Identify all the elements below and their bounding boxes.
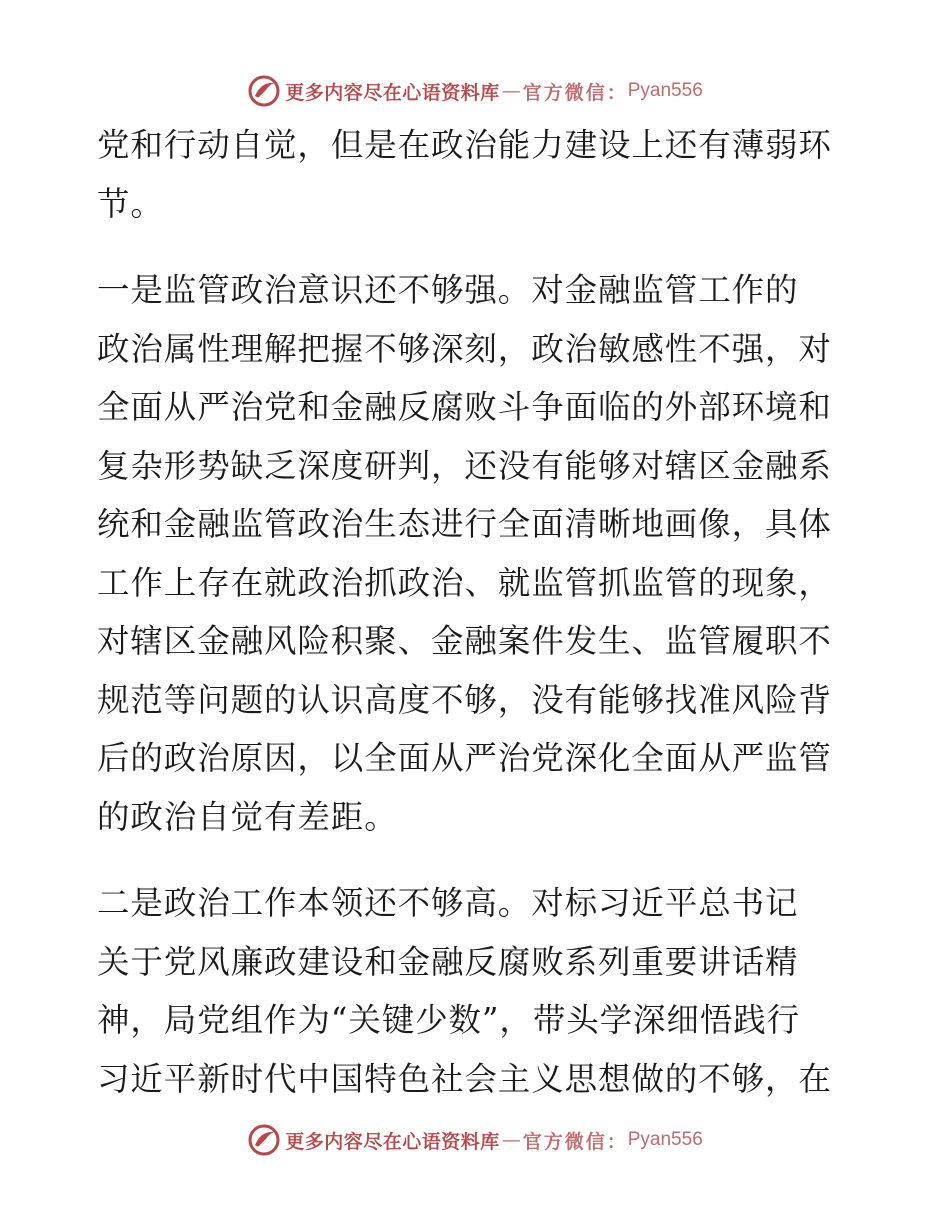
text-line: 统和金融监管政治生态进行全面清晰地画像，具体	[97, 505, 832, 543]
footer-banner	[0, 1120, 950, 1160]
text-line: 党和行动自觉，但是在政治能力建设上还有薄弱环	[97, 126, 832, 164]
footer-brand-text: 更多内容尽在心语资料库	[285, 1130, 500, 1153]
text-line: 一是监管政治意识还不够强。对金融监管工作的	[97, 271, 799, 309]
header-banner	[0, 71, 950, 111]
text-line: 规范等问题的认识高度不够，没有能够找准风险背	[97, 680, 832, 719]
paragraph-3	[97, 874, 857, 1108]
text-line: 后的政治原因，以全面从严治党深化全面从严监管	[97, 739, 832, 777]
text-line: 习近平新时代中国特色社会主义思想做的不够，在	[97, 1059, 832, 1098]
text-line: 工作上存在就政治抓政治、就监管抓监管的现象，	[97, 563, 832, 602]
brand-logo-icon	[247, 1123, 281, 1157]
paragraph-1	[97, 116, 857, 233]
text-line: 复杂形势缺乏深度研判，还没有能够对辖区金融系	[97, 446, 832, 485]
header-wechat-label: 官方微信：	[522, 81, 628, 104]
footer-wechat-label: 官方微信：	[522, 1130, 628, 1153]
text-line: 关于党风廉政建设和金融反腐败系列重要讲话精	[97, 942, 799, 981]
document-body	[97, 116, 857, 1108]
text-line: 对辖区金融风险积聚、金融案件发生、监管履职不	[97, 622, 832, 660]
footer-separator: —	[501, 1129, 521, 1151]
text-line: 的政治自觉有差距。	[97, 797, 398, 836]
paragraph-2	[97, 261, 857, 846]
header-brand-text: 更多内容尽在心语资料库	[285, 81, 500, 104]
text-line: 神，局党组作为“关键少数”，带头学深细悟践行	[97, 1001, 801, 1039]
text-line: 节。	[97, 184, 164, 223]
brand-logo-icon	[247, 74, 281, 108]
header-wechat-id: Pyan556	[627, 80, 703, 101]
text-line: 全面从严治党和金融反腐败斗争面临的外部环境和	[97, 388, 832, 426]
footer-wechat-id: Pyan556	[627, 1129, 703, 1150]
text-line: 政治属性理解把握不够深刻，政治敏感性不强，对	[97, 329, 832, 368]
header-separator: —	[501, 80, 521, 102]
text-line: 二是政治工作本领还不够高。对标习近平总书记	[97, 884, 799, 922]
